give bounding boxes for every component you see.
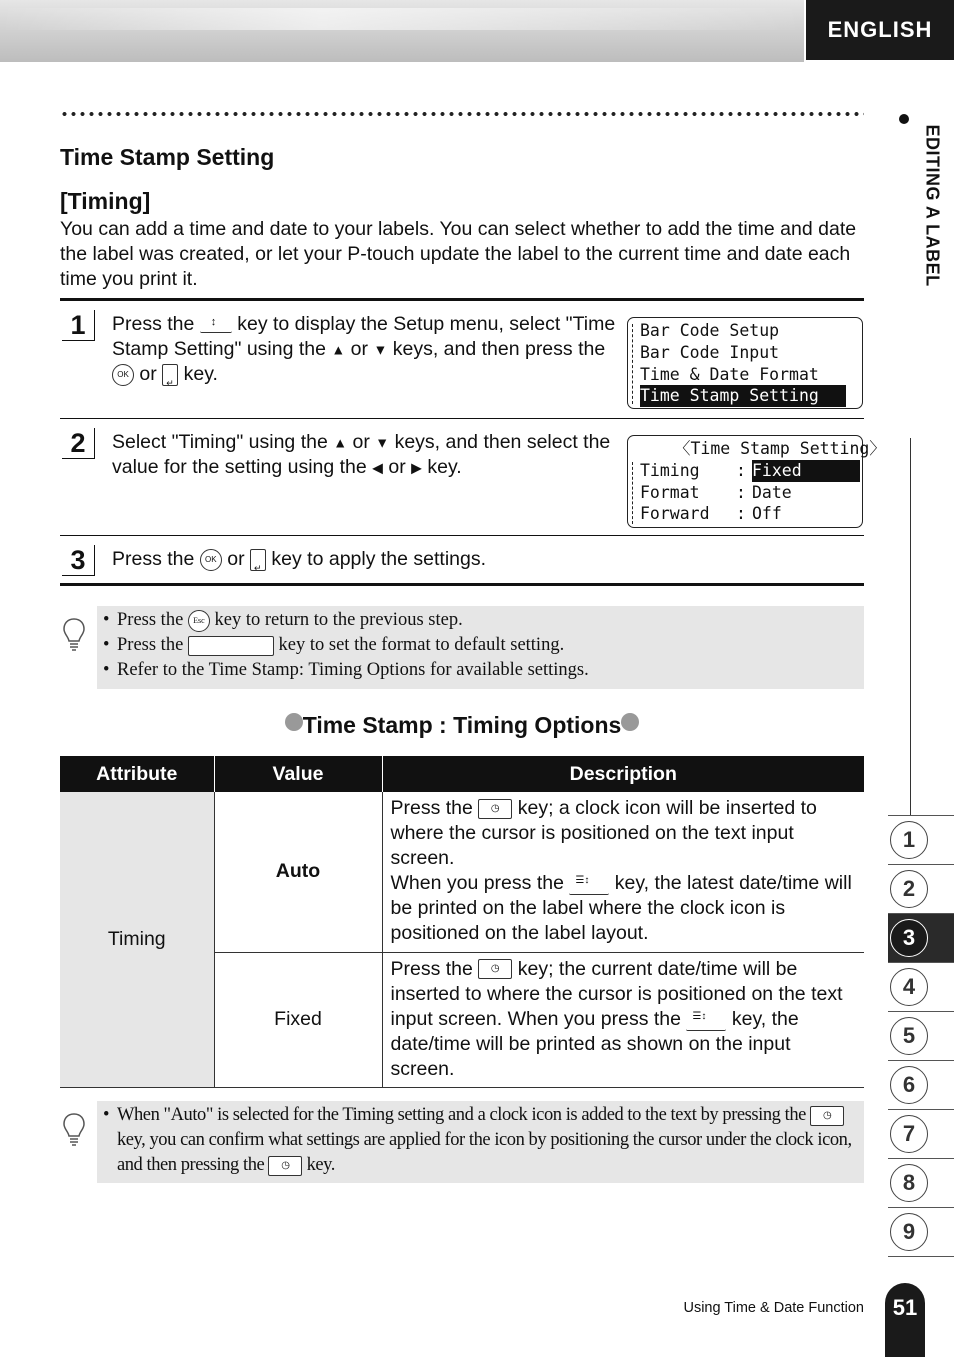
chapter-number: 3 <box>890 919 928 957</box>
clock-key-icon: ◷ <box>478 799 512 819</box>
step-3-text <box>112 547 812 572</box>
circle-bullet-icon <box>285 713 303 731</box>
lcd-row-label: Format <box>640 483 700 502</box>
lcd-row-value: Date <box>752 483 792 502</box>
tip-item <box>101 1103 858 1178</box>
lcd-row-sep: : <box>736 483 746 502</box>
right-arrow-icon: ▶ <box>411 459 422 476</box>
language-tab: ENGLISH <box>806 0 954 60</box>
chapter-number: 4 <box>890 968 928 1006</box>
chapter-tab-7[interactable] <box>888 1109 954 1158</box>
tip-item <box>101 608 858 633</box>
lcd-line: Bar Code Setup <box>640 321 780 340</box>
page-number: 51 <box>885 1283 925 1357</box>
desc-text: key; a clock icon will be inserted to where the cursor is positioned on the text input screen. <box>390 797 817 869</box>
lcd-row-sep: : <box>736 504 746 523</box>
chapter-tab-3[interactable] <box>888 913 954 962</box>
step-text-part: key. <box>183 363 218 386</box>
tip-text: Press the <box>117 610 184 630</box>
chapter-number: 8 <box>890 1164 928 1202</box>
chapter-tab-2[interactable] <box>888 864 954 913</box>
print-key-icon <box>686 1008 726 1031</box>
tip-text: key to set the format to default setting. <box>278 635 565 655</box>
chapter-tab-5[interactable] <box>888 1011 954 1060</box>
step-text-part: key. <box>427 456 462 479</box>
table-header: Attribute <box>60 756 214 792</box>
step-text-part: Select "Timing" using the <box>112 431 328 453</box>
up-arrow-icon: ▲ <box>331 341 346 358</box>
step-text-part: or <box>388 456 406 479</box>
step-text-part: key to display the Setup menu, select "Time Stamp Setting" using the <box>112 313 616 360</box>
side-divider <box>910 438 911 816</box>
description-cell <box>382 792 864 952</box>
up-arrow-icon: ▲ <box>333 434 348 451</box>
step-text-part: or <box>352 431 370 453</box>
esc-key-icon: Esc <box>188 610 210 632</box>
desc-text: key, the date/time will be printed as shown on the input screen. <box>390 1007 799 1080</box>
clock-key-icon: ◷ <box>268 1156 302 1176</box>
section-title: Time Stamp Setting <box>60 144 275 170</box>
attribute-cell: Timing <box>60 792 214 1087</box>
step-text-part: or <box>139 363 157 386</box>
step-number: 2 <box>62 428 95 459</box>
tip-text: Press the <box>117 635 184 655</box>
tip-item <box>101 633 858 658</box>
down-arrow-icon: ▼ <box>375 434 390 451</box>
desc-text: key, the latest date/time will be printed on the label where the clock icon is positioned on the label layout. <box>390 872 852 944</box>
step-rule <box>60 535 864 536</box>
table-header: Description <box>382 756 864 792</box>
print-key-icon <box>569 872 609 895</box>
step-text-part: key to apply the settings. <box>271 548 487 570</box>
lcd-line: Time & Date Format <box>640 365 819 384</box>
tip-text: key. <box>306 1155 335 1175</box>
lcd-row-sep: : <box>736 461 746 480</box>
tip-text: key to return to the previous step. <box>214 610 463 630</box>
step-number: 1 <box>62 310 95 341</box>
table-row <box>60 792 864 952</box>
setup-key-icon <box>200 316 232 333</box>
chapter-number: 9 <box>890 1213 928 1251</box>
step-2-text <box>112 430 617 481</box>
tip-text: When "Auto" is selected for the Timing setting and a clock icon is added to the text by pressing the <box>117 1105 806 1125</box>
tip-note <box>97 606 864 689</box>
lightbulb-icon <box>62 617 86 653</box>
chapter-tab-9[interactable] <box>888 1207 954 1257</box>
options-title-text: Time Stamp : Timing Options <box>302 712 622 738</box>
lcd-line: Bar Code Input <box>640 343 780 362</box>
down-arrow-icon: ▼ <box>373 341 388 358</box>
space-key-icon <box>188 636 274 656</box>
step-rule-bottom <box>60 583 864 586</box>
desc-text: Press the <box>390 957 473 980</box>
chapter-tab-4[interactable] <box>888 962 954 1011</box>
tip-text: key, you can confirm what settings are applied for the icon by positioning the cursor under the clock icon, and then pressing the <box>117 1130 852 1175</box>
ok-key-icon: OK <box>112 364 134 386</box>
step-number: 3 <box>62 545 95 576</box>
lcd-line-selected: Time Stamp Setting <box>640 385 846 407</box>
lcd-time-stamp-setting <box>627 435 886 528</box>
chapter-number: 1 <box>890 821 928 859</box>
lcd-row-label: Forward <box>640 504 710 523</box>
tip-item: • Refer to the Time Stamp: Timing Options for available settings. <box>101 658 858 683</box>
chapter-number: 2 <box>890 870 928 908</box>
step-text-part: Press the <box>112 313 195 335</box>
lcd-title: 〈Time Stamp Setting〉 <box>674 439 886 458</box>
lcd-row-value-selected: Fixed <box>752 460 860 482</box>
chapter-title-text: EDITING A LABEL <box>922 124 943 287</box>
chapter-number: 6 <box>890 1066 928 1104</box>
enter-key-icon <box>162 364 178 386</box>
ok-key-icon: OK <box>200 549 222 571</box>
description-cell <box>382 952 864 1087</box>
bullet-icon <box>899 114 909 124</box>
footer-text: Using Time & Date Function <box>683 1300 864 1316</box>
lightbulb-icon <box>62 1112 86 1148</box>
chapter-side-title <box>880 112 943 322</box>
scroll-indicator <box>632 462 635 524</box>
dotted-divider <box>60 111 864 117</box>
circle-bullet-icon <box>621 713 639 731</box>
step-text-part: keys, and then press the <box>392 338 606 360</box>
section-subtitle: [Timing] <box>60 188 151 214</box>
clock-key-icon: ◷ <box>478 959 512 979</box>
header-band <box>0 0 804 62</box>
step-text-part: or <box>350 338 369 360</box>
desc-text: Press the <box>390 797 473 819</box>
chapter-tab-6[interactable] <box>888 1060 954 1109</box>
lcd-setup-menu <box>627 317 863 409</box>
value-cell: Auto <box>214 792 382 952</box>
intro-paragraph: You can add a time and date to your labels. You can select whether to add the time and date the label was created, or let your P-touch update the label to the current time and date each time you print it. <box>60 218 857 290</box>
scroll-indicator <box>632 324 635 404</box>
left-arrow-icon: ◀ <box>372 459 383 476</box>
step-rule <box>60 418 864 419</box>
chapter-number: 5 <box>890 1017 928 1055</box>
step-1-text <box>112 312 617 387</box>
table-header: Value <box>214 756 382 792</box>
desc-text: When you press the <box>390 872 564 894</box>
chapter-tab-8[interactable] <box>888 1158 954 1207</box>
step-text-part: Press the <box>112 548 195 570</box>
desc-text: key; the current date/time will be inserted to where the cursor is positioned on the text input screen. When you press the <box>390 957 843 1030</box>
chapter-tab-1[interactable] <box>888 815 954 864</box>
lcd-row-value: Off <box>752 504 782 523</box>
step-text-part: keys, and then select the value for the setting using the <box>112 431 611 479</box>
lcd-row-label: Timing <box>640 461 700 480</box>
value-cell: Fixed <box>214 952 382 1087</box>
tip-note <box>97 1101 864 1183</box>
options-title <box>60 712 864 739</box>
step-rule-top <box>60 298 864 301</box>
chapter-number: 7 <box>890 1115 928 1153</box>
clock-key-icon: ◷ <box>810 1106 844 1126</box>
step-text-part: or <box>227 548 245 570</box>
timing-options-table <box>60 756 864 1088</box>
enter-key-icon <box>250 549 266 571</box>
